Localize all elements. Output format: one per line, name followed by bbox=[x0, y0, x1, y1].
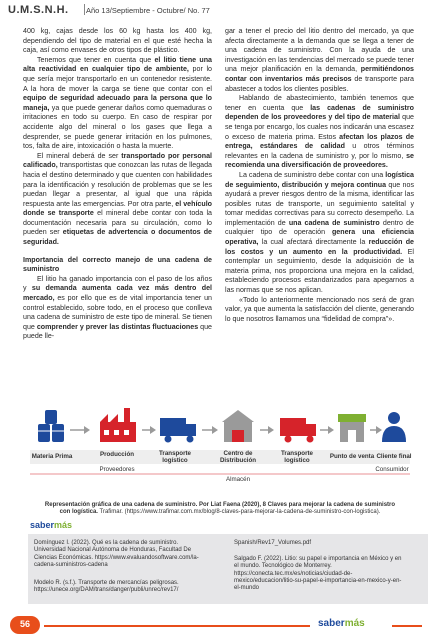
paragraph: Tenemos que tener en cuenta que el litio tiene una alta reactividad en cualquier tipo de ambiente, por lo que sería mejor transportarlo en un contenedor resistente. A la hora de mover la carga se tiene que contar con el equipo de seguridad adecuado para la persona que lo maneja, ya que puede generar daños como quemaduras o irritaciones en todo su cuerpo. En caso de respirar por accidente algo del mineral o los gases que llega a desprender, se puede generar irritación en los pulmones, tos, falta de aire, intoxicación o hasta la muerte. bbox=[23, 55, 213, 151]
sabermas-logo: sabermás bbox=[30, 520, 73, 530]
paragraph: Hablando de abastecimiento, también tenemos que tener en cuenta que las cadenas de suministro dependen de los proveedores y del tipo de material que se tenga por encargo, los cuales nos indicarán una escasez o exceso de materia prima. Estos afectan los plazos de entrega, estándares de calidad u otros términos relevantes en la cadena de suministro y, por lo mismo, se recomienda una diversificación de proveedores. bbox=[225, 94, 414, 170]
footer-logo: sabermás bbox=[318, 618, 365, 629]
supply-chain-figure bbox=[30, 404, 410, 502]
reference-entry: Spanish/Rev17_Volumes.pdf bbox=[234, 540, 312, 546]
truck-icon bbox=[160, 418, 196, 443]
truck-icon bbox=[280, 418, 316, 443]
figure-label: Cliente final bbox=[376, 453, 412, 460]
footer-rule bbox=[392, 625, 422, 627]
footer-rule bbox=[44, 625, 310, 627]
page-footer bbox=[0, 612, 436, 640]
arrow-icon bbox=[260, 426, 274, 434]
store-icon bbox=[338, 414, 366, 442]
issue-info: Año 13/Septiembre - Octubre/ No. 77 bbox=[86, 6, 210, 15]
page-header bbox=[0, 0, 436, 20]
reference-entry: Domínguez I. (2022). Qué es la cadena de suministro. Universidad Nacional Autónoma de Honduras, Facultad De Ciencias Económicas. https://www.evaluandosoftware.com/la-cadena-suministros-cadena bbox=[34, 540, 199, 568]
arrow-icon bbox=[370, 426, 382, 434]
figure-label: Transporte logístico bbox=[159, 450, 191, 464]
arrow-icon bbox=[320, 426, 334, 434]
figure-label: Centro de Distribución bbox=[219, 450, 257, 464]
paragraph: La cadena de suministro debe contar con una logística de seguimiento, distribución y mejora continua que nos ayudará a prever riesgos dentro de la misma, identificar las posibles rutas de transporte, un seguimiento satelital y tomar medidas correctivas para su correcto desempeño. La implementación de una cadena de suministro dentro de cualquier tipo de operación genera una eficiencia operativa, la cual afectará directamente la reducción de los costos y un aumento en la productividad. El contemplar un seguimiento, desde la adquisición de la materia prima, nos proporciona una mejora en la calidad, estableciendo procesos estandarizados para apegarnos a las normas que se nos aplican. bbox=[225, 170, 415, 295]
paragraph: El mineral deberá de ser transportado por personal calificado, transportistas que conozcan las rutas de llegada hacia el destino determinado y que cuenten con habilidades para la identificación y resolución de problemas que se les puedan llegar a presentar, al igual que una rápida respuesta ante las emergencias. Por otra parte, el vehículo donde se transporte el mineral debe contar con toda la documentación necesaria para su circulación, como lo pueden ser etiquetas de advertencia o documentos de seguridad. bbox=[23, 151, 212, 247]
warehouse-icon bbox=[222, 410, 254, 442]
reference-entry: Modelo R. (s.f.). Transporte de mercancías peligrosas. https://unece.org/DAM/trans/danger/publi/unrec/rev17/ bbox=[34, 580, 179, 594]
figure-label: Almacén bbox=[225, 476, 251, 483]
figure-label: Materia Prima bbox=[31, 453, 73, 460]
arrow-icon bbox=[70, 426, 90, 434]
paragraph: El litio ha ganado importancia con el paso de los años y su demanda aumenta cada vez más dentro del mercado, es por ello que es de vital importancia tener un control establecido, sobre todo, en el proceso que conlleva una cadena de suministro de este tipo de mineral. Se tienen que comprender y prever las distintas fluctuaciones que puede lle- bbox=[23, 274, 212, 341]
arrow-icon bbox=[142, 426, 156, 434]
arrow-icon bbox=[202, 426, 218, 434]
left-column bbox=[23, 27, 212, 342]
section-subtitle: Importancia del correcto manejo de una cadena de suministro bbox=[23, 255, 212, 274]
magazine-brand: U.M.S.N.H. bbox=[8, 4, 69, 16]
quote-paragraph: «Todo lo anteriormente mencionado nos será de gran valor, ya que aumenta la satisfacción del cliente, generando lo que nosotros llamamos una “fidelidad de compra”». bbox=[225, 295, 414, 323]
paragraph: gar a tener el precio del litio dentro del mercado, ya que afecta directamente a la demanda que se llega a tener de una cadena de suministro. Con la ayuda de una investigación en las tendencias del mercado se puede tener una mejor planificación en la demanda, permitiéndonos contar con inventarios más precisos de transporte para abastecer a todos los clientes posibles. bbox=[225, 27, 414, 93]
right-column bbox=[225, 27, 414, 324]
header-divider bbox=[84, 4, 85, 15]
figure-label: Transporte logístico bbox=[281, 450, 313, 464]
customer-icon bbox=[382, 412, 406, 442]
figure-label: Punto de venta bbox=[329, 453, 375, 460]
figure-label: Consumidor bbox=[375, 466, 409, 473]
page-number: 56 bbox=[19, 619, 30, 629]
reference-entry: Salgado F. (2022). Litio: su papel e importancia en México y en el mundo. Tecnológico de Monterrey. https://conecta.tec.mx/es/noticias/ciudad-de-mexico/educacion/litio-su-papel-e-importancia-en-mexico-y-en-el-mundo bbox=[234, 556, 402, 592]
references-box bbox=[28, 534, 428, 604]
figure-caption: Representación gráfica de una cadena de suministro. Por Liat Faena (2020), 8 Claves para mejorar la cadena de suministro con logística. Trafimar. (https://www.trafimar.com.mx/blog/8-claves-para-mejorar-la-cadena-de-suministro-con-logistica). bbox=[44, 502, 396, 516]
factory-icon bbox=[100, 408, 136, 442]
figure-label: Producción bbox=[99, 451, 135, 458]
barrels-icon bbox=[38, 410, 64, 442]
figure-label: Proveedores bbox=[99, 466, 135, 473]
paragraph: 400 kg, cajas desde los 60 kg hasta los 400 kg, dependiendo del tipo de material en el que esté hecha la caja, así como envases de otros tipos de plástico. bbox=[23, 27, 212, 55]
